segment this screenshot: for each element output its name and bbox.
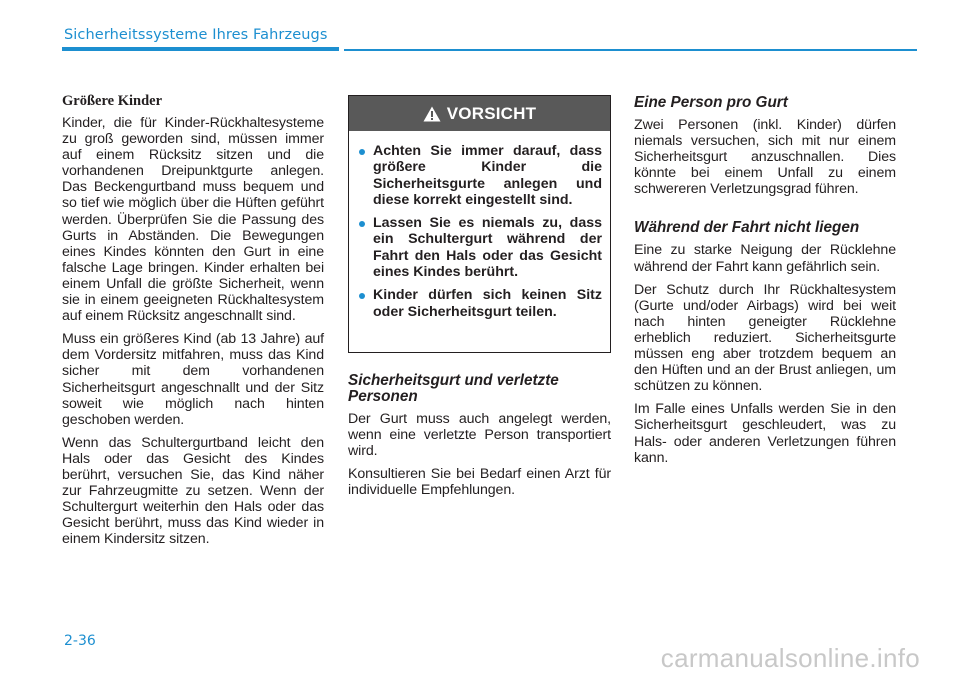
heading-waehrend-der-fahrt: Während der Fahrt nicht liegen [634,219,860,237]
caution-item [373,287,602,320]
page-number: 2-36 [64,633,96,649]
paragraph: Eine zu starke Neigung der Rücklehne während der Fahrt kann gefährlich sein. [634,242,896,275]
middle-column [348,95,611,505]
paragraph: Der Gurt muss auch angelegt werden, wenn eine verletzte Person transportiert wird. [348,411,611,460]
paragraph: Zwei Personen (inkl. Kinder) dürfen niemals versuchen, sich mit nur einem Sicherheitsgurt anzuschnallen. Dies könnte bei einem Unfall zu einem schwereren Verletzungsgrad führen. [634,117,896,198]
caution-item-text: Kinder dürfen sich keinen Sitz oder Sicherheitsgurt teilen. [373,287,602,320]
paragraph: Konsultieren Sie bei Bedarf einen Arzt für individuelle Empfehlungen. [348,466,611,499]
caution-list [349,131,610,320]
paragraph: Kinder, die für Kinder-Rückhaltesysteme zu groß geworden sind, müssen immer auf einem Rücksitz sitzen und die vorhandenen Dreipunktgurte anlegen. Das Beckengurtband muss bequem und so tief wie möglich über die Hüften geführt werden. Überprüfen Sie die Passung des Gurts in Abständen. Die Bewegungen eines Kindes könnten den Gurt in eine falsche Lage bringen. Kinder erhalten bei einem Unfall die größte Sicherheit, wenn sie in einem geeigneten Rückhaltesystem auf einem Rücksitz angeschnallt sind. [62,115,324,325]
section-title: Sicherheitssysteme Ihres Fahrzeugs [64,27,328,43]
left-column [62,92,324,554]
heading-groessere-kinder: Größere Kinder [62,93,163,109]
caution-label: VORSICHT [446,103,537,123]
caution-item [373,215,602,280]
caution-box [348,95,611,353]
bullet-icon [359,149,365,155]
heading-eine-person-pro-gurt: Eine Person pro Gurt [634,94,788,111]
paragraph: Im Falle eines Unfalls werden Sie in den Sicherheitsgurt geschleudert, was zu Hals- oder anderen Verletzungen führen kann. [634,401,896,466]
header-rule-thick [62,47,339,51]
bullet-icon [359,221,365,227]
caution-item [373,143,602,208]
paragraph: Muss ein größeres Kind (ab 13 Jahre) auf dem Vordersitz mitfahren, muss das Kind sicher mit dem vorhandenen Sicherheitsgurt angeschnallt und der Sitz soweit wie möglich nach hinten geschoben werden. [62,331,324,428]
caution-header [349,96,610,131]
header-rule-thin [344,49,917,51]
caution-item-text: Achten Sie immer darauf, dass größere Kinder die Sicherheitsgurte anlegen und diese korrekt eingestellt sind. [373,143,602,208]
paragraph: Wenn das Schultergurtband leicht den Hals oder das Gesicht des Kindes berührt, versuchen Sie, das Kind näher zur Fahrzeugmitte zu setzen. Wenn der Schultergurt weiterhin den Hals oder das Gesicht berührt, muss das Kind wieder in einem Kindersitz sitzen. [62,434,324,548]
watermark: carmanualsonline.info [660,643,920,673]
right-column [634,95,896,473]
warning-triangle-icon [423,106,441,122]
bullet-icon [359,293,365,299]
caution-item-text: Lassen Sie es niemals zu, dass ein Schultergurt während der Fahrt den Hals oder das Gesicht eines Kindes berührt. [373,215,602,281]
heading-verletzte-personen: Sicherheitsgurt und verletzte Personen [348,372,559,405]
paragraph: Der Schutz durch Ihr Rückhaltesystem (Gurte und/oder Airbags) wird bei weit nach hinten geneigter Rücklehne erheblich reduziert. Sicherheitsgurte müssen eng aber trotzdem bequem an den Hüften und an der Brust anliegen, um schützen zu können. [634,281,896,395]
